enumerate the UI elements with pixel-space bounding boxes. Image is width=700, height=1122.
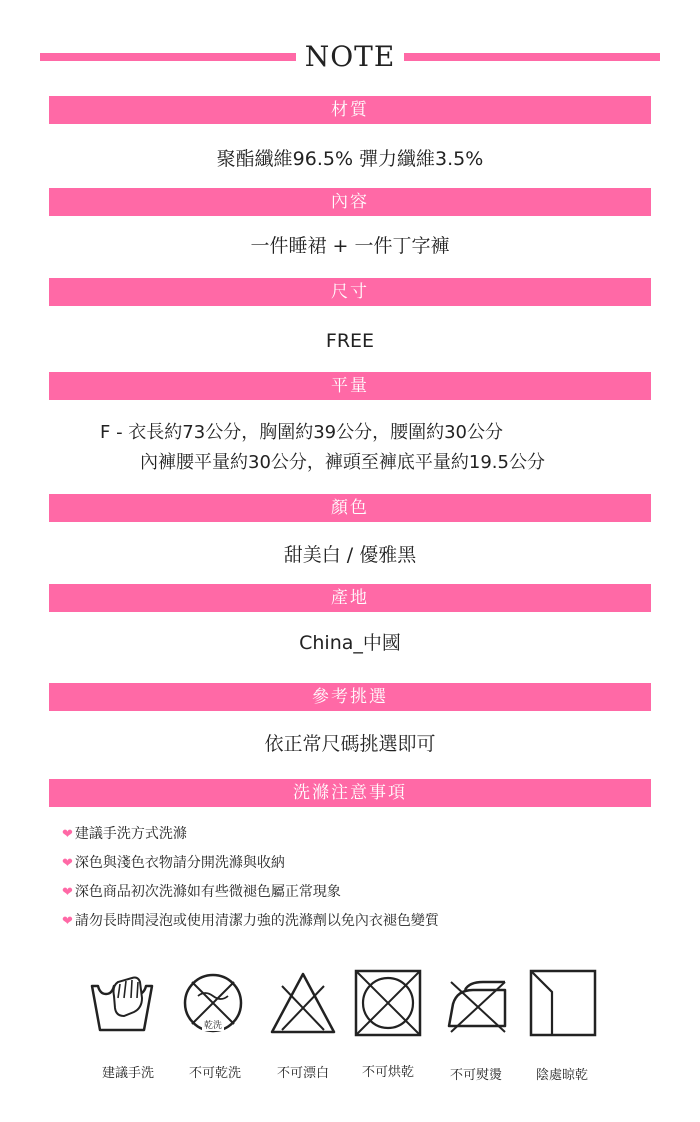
contents-value: 一件睡裙 + 一件丁字褲 bbox=[250, 235, 450, 257]
material-header: 材質 bbox=[49, 96, 651, 124]
page-title: NOTE bbox=[304, 40, 396, 73]
no-bleach-label: 不可漂白 bbox=[276, 1066, 329, 1081]
heart-icon: ❤ bbox=[62, 827, 73, 842]
fit-value: 依正常尺碼挑選即可 bbox=[264, 733, 436, 755]
svg-text:乾洗: 乾洗 bbox=[203, 1021, 223, 1031]
care-item: ❤ 建議手洗方式洗滌 bbox=[62, 826, 187, 842]
shade-dry-label: 陰處晾乾 bbox=[535, 1068, 588, 1083]
care-instructions-list bbox=[62, 820, 439, 936]
measurements-line-2: 內褲腰平量約30公分，褲頭至褲底平量約19.5公分 bbox=[140, 452, 545, 473]
size-value: FREE bbox=[325, 330, 375, 352]
measurements-line-1: F - 衣長約73公分，胸圍約39公分，腰圍約30公分 bbox=[100, 422, 504, 443]
care-item: ❤ 深色商品初次洗滌如有些微褪色屬正常現象 bbox=[62, 884, 341, 900]
contents-header: 內容 bbox=[49, 188, 651, 216]
heart-icon: ❤ bbox=[62, 885, 73, 900]
size-header: 尺寸 bbox=[49, 278, 651, 306]
hand-wash-icon bbox=[88, 968, 158, 1038]
no-iron-icon bbox=[443, 968, 513, 1038]
hand-wash-label: 建議手洗 bbox=[101, 1066, 154, 1081]
no-dry-clean-icon bbox=[178, 968, 248, 1038]
origin-value: China_中國 bbox=[299, 632, 401, 654]
shade-dry-icon bbox=[528, 968, 598, 1038]
color-value: 甜美白 / 優雅黑 bbox=[283, 544, 417, 566]
care-item: ❤ 請勿長時間浸泡或使用清潔力強的洗滌劑以免內衣褪色變質 bbox=[62, 913, 439, 929]
no-tumble-dry-icon bbox=[353, 968, 423, 1038]
heart-icon: ❤ bbox=[62, 914, 73, 929]
no-dry-clean-label: 不可乾洗 bbox=[188, 1066, 241, 1081]
care-header: 洗滌注意事項 bbox=[49, 779, 651, 807]
care-item: ❤ 深色與淺色衣物請分開洗滌與收納 bbox=[62, 855, 285, 871]
heart-icon: ❤ bbox=[62, 856, 73, 871]
note-header bbox=[40, 40, 660, 74]
no-bleach-icon bbox=[268, 968, 338, 1038]
no-tumble-dry-label: 不可烘乾 bbox=[361, 1065, 414, 1080]
material-value: 聚酯纖維96.5% 彈力纖維3.5% bbox=[216, 148, 484, 170]
origin-header: 產地 bbox=[49, 584, 651, 612]
fit-header: 參考挑選 bbox=[49, 683, 651, 711]
no-iron-label: 不可熨燙 bbox=[449, 1068, 502, 1083]
measurements-header: 平量 bbox=[49, 372, 651, 400]
color-header: 顏色 bbox=[49, 494, 651, 522]
